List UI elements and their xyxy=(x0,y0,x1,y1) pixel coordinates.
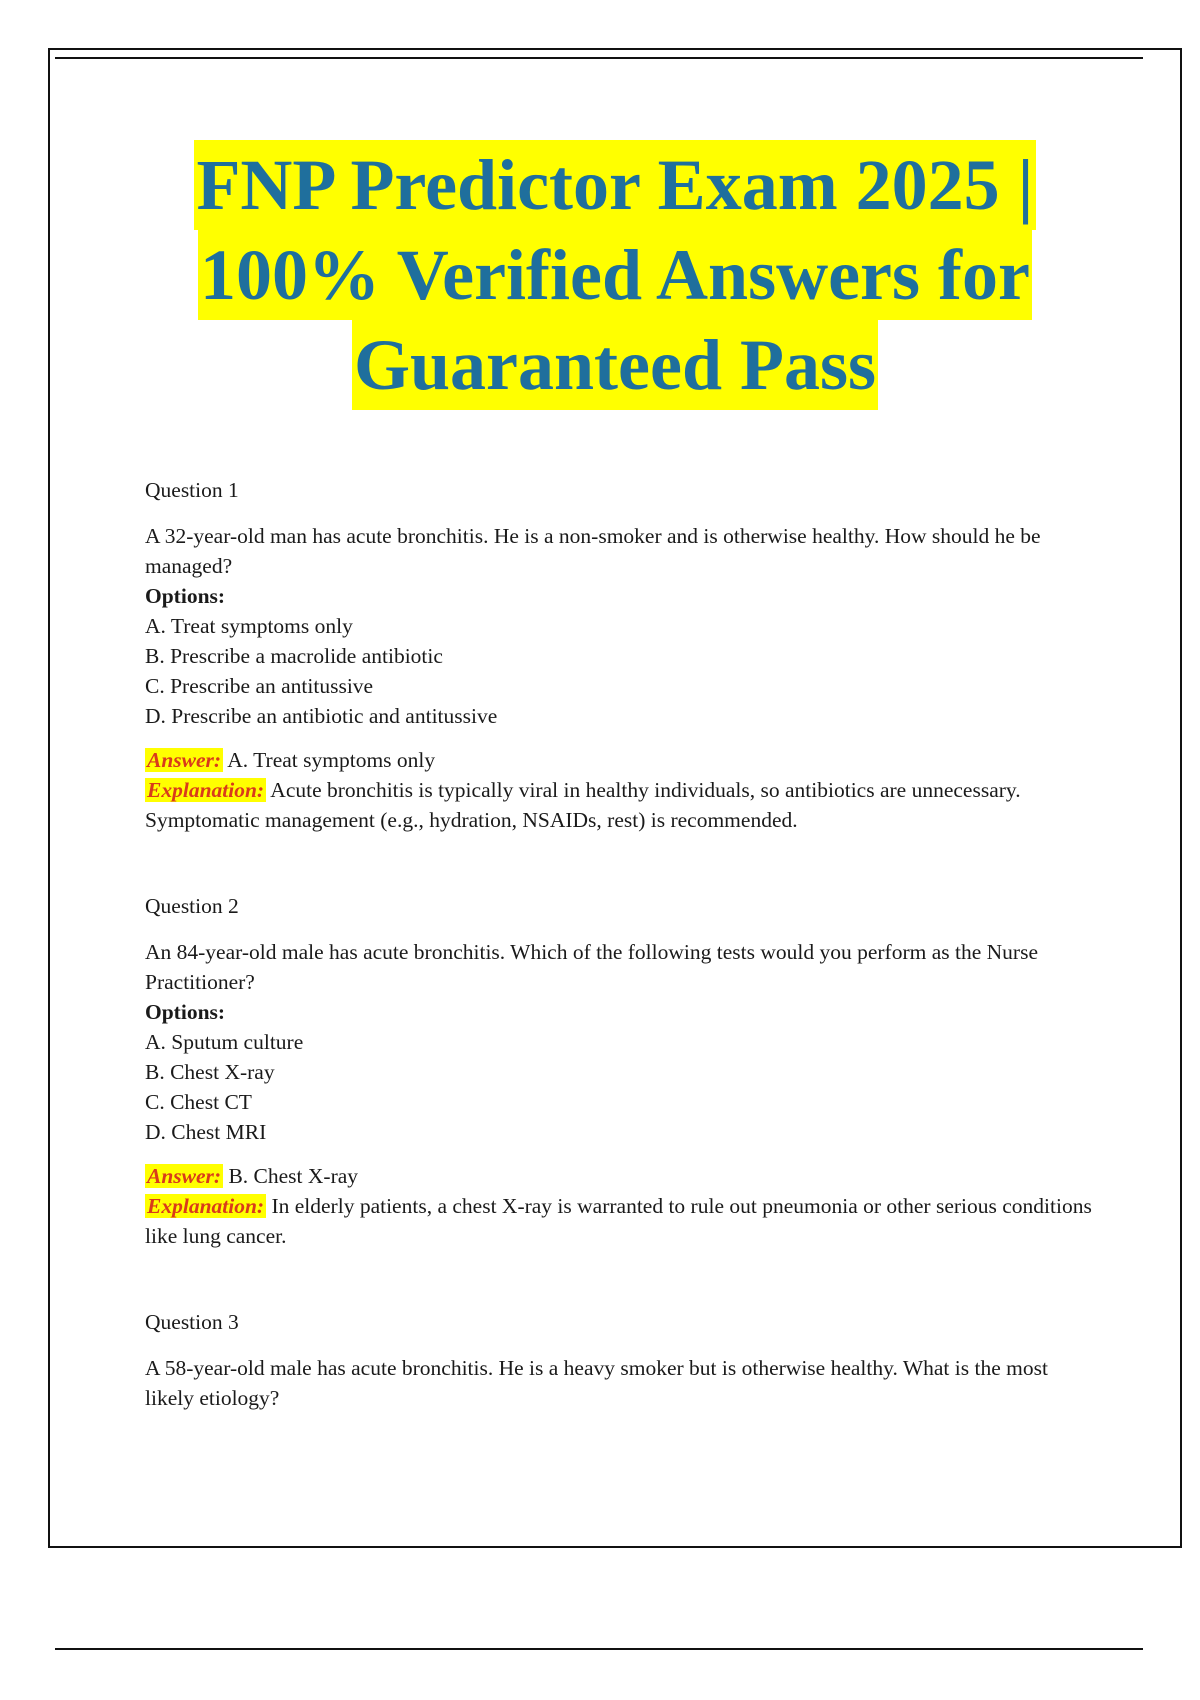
answer-line xyxy=(145,1161,1095,1191)
option-d: D. Prescribe an antibiotic and antitussive xyxy=(145,704,498,728)
options-list xyxy=(145,611,1095,731)
options-list xyxy=(145,1027,1095,1147)
question-stem: A 58-year-old male has acute bronchitis. He is a heavy smoker but is otherwise healthy. What is the most likely etiology? xyxy=(145,1356,1048,1410)
question-heading: Question 3 xyxy=(145,1310,239,1334)
bottom-rule xyxy=(55,1648,1143,1650)
answer-text: B. Chest X-ray xyxy=(228,1164,359,1188)
answer-label: Answer: xyxy=(147,1164,222,1188)
option-b: B. Chest X-ray xyxy=(145,1060,275,1084)
option-a: A. Sputum culture xyxy=(145,1030,304,1054)
answer-line xyxy=(145,745,1095,775)
question-heading: Question 2 xyxy=(145,894,239,918)
options-label: Options: xyxy=(145,584,226,608)
question-stem: An 84-year-old male has acute bronchitis. Which of the following tests would you perform as the Nurse Practitioner? xyxy=(145,940,1038,994)
explanation-label: Explanation: xyxy=(147,1194,265,1218)
question-1 xyxy=(145,475,1095,835)
question-heading: Question 1 xyxy=(145,478,239,502)
explanation-line xyxy=(145,1191,1095,1251)
option-c: C. Prescribe an antitussive xyxy=(145,674,374,698)
explanation-line xyxy=(145,775,1095,835)
option-c: C. Chest CT xyxy=(145,1090,252,1114)
option-b: B. Prescribe a macrolide antibiotic xyxy=(145,644,443,668)
answer-text: A. Treat symptoms only xyxy=(227,748,436,772)
question-stem: A 32-year-old man has acute bronchitis. He is a non-smoker and is otherwise healthy. How should he be managed? xyxy=(145,524,1041,578)
explanation-label: Explanation: xyxy=(147,778,265,802)
answer-block xyxy=(145,1161,1095,1251)
answer-block xyxy=(145,745,1095,835)
explanation-text: Acute bronchitis is typically viral in healthy individuals, so antibiotics are unnecessary. Symptomatic management (e.g., hydration, NSAIDs, rest) is recommended. xyxy=(145,778,1021,832)
question-list xyxy=(145,475,1095,1413)
answer-label: Answer: xyxy=(147,748,222,772)
question-2 xyxy=(145,891,1095,1251)
document-title xyxy=(0,140,1200,410)
title-line-2: 100% Verified Answers for xyxy=(198,230,1032,320)
title-line-1: FNP Predictor Exam 2025 | xyxy=(194,140,1035,230)
option-a: A. Treat symptoms only xyxy=(145,614,353,638)
explanation-text: In elderly patients, a chest X-ray is warranted to rule out pneumonia or other serious conditions like lung cancer. xyxy=(145,1194,1092,1248)
title-line-3: Guaranteed Pass xyxy=(352,320,878,410)
question-3 xyxy=(145,1307,1095,1413)
options-label: Options: xyxy=(145,1000,226,1024)
option-d: D. Chest MRI xyxy=(145,1120,267,1144)
